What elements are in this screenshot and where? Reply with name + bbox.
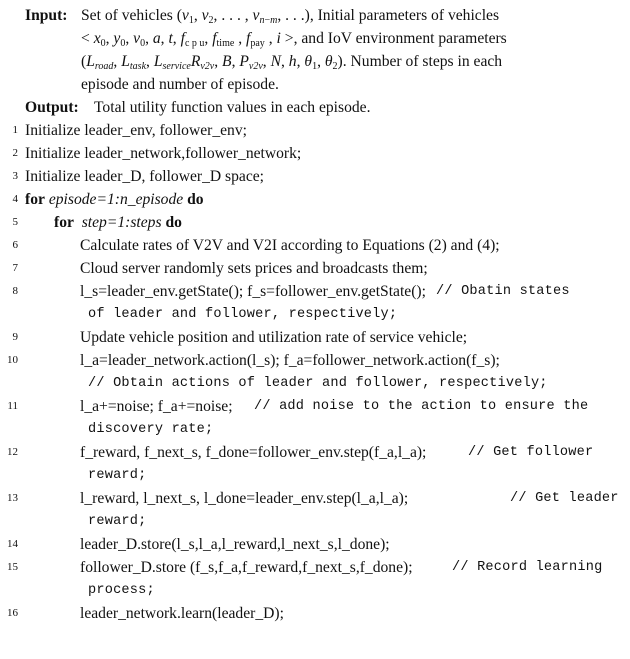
- line-number: 9: [12, 331, 18, 343]
- comment: // Obatin states: [436, 284, 570, 299]
- comment: // Get follower: [468, 445, 594, 460]
- comment-continuation: discovery rate;: [88, 422, 214, 437]
- statement: Initialize leader_D, follower_D space;: [25, 168, 265, 185]
- comment-continuation: reward;: [88, 514, 147, 529]
- output-label: Output:: [25, 99, 79, 116]
- statement: l_s=leader_env.getState(); f_s=follower_env.getState();: [80, 283, 426, 300]
- statement: Initialize leader_env, follower_env;: [25, 122, 247, 139]
- statement: leader_D.store(l_s,l_a,l_reward,l_next_s,l_done);: [80, 536, 390, 553]
- line-number: 16: [7, 607, 18, 619]
- comment-continuation: process;: [88, 583, 155, 598]
- statement: l_a=leader_network.action(l_s); f_a=follower_network.action(f_s);: [80, 352, 500, 369]
- line-number: 6: [12, 239, 18, 251]
- statement: Initialize leader_network,follower_network;: [25, 145, 302, 162]
- comment: // Record learning: [452, 560, 603, 575]
- statement: Update vehicle position and utilization rate of service vehicle;: [80, 329, 468, 346]
- statement: l_reward, l_next_s, l_done=leader_env.step(l_a,l_a);: [80, 490, 409, 507]
- line-number: 3: [12, 170, 18, 182]
- line-number: 2: [12, 147, 18, 159]
- input-text-1: Set of vehicles ($v_1$, $v_2$, . . . , $v_{n-m}$, . . .), Initial parameters of vehicles: [81, 7, 500, 26]
- line-number: 7: [12, 262, 18, 274]
- statement: l_a+=noise; f_a+=noise;: [80, 398, 233, 415]
- line-number: 15: [7, 561, 18, 573]
- comment: // add noise to the action to ensure the: [254, 399, 589, 414]
- line-number: 5: [12, 216, 18, 228]
- statement: follower_D.store (f_s,f_a,f_reward,f_next_s,f_done);: [80, 559, 413, 576]
- input-label: Input:: [25, 7, 68, 24]
- statement: Cloud server randomly sets prices and broadcasts them;: [80, 260, 428, 277]
- line-number: 13: [7, 492, 18, 504]
- statement: Calculate rates of V2V and V2I according to Equations (2) and (4);: [80, 237, 500, 254]
- comment: // Get leader: [510, 491, 619, 506]
- comment-continuation: // Obtain actions of leader and follower, respectively;: [88, 376, 548, 391]
- statement: leader_network.learn(leader_D);: [80, 605, 284, 622]
- line-number: 11: [7, 400, 18, 412]
- for-step-statement: for step=1:steps do: [54, 214, 182, 231]
- line-number: 4: [12, 193, 18, 205]
- input-text-2: < $x_0$, $y_0$, $v_0$, a, t, $f_{c p u}$, $f_{time}$ , $f_{pay}$ , i >, and IoV environment parameters: [81, 30, 507, 49]
- comment-continuation: reward;: [88, 468, 147, 483]
- output-text: Total utility function values in each episode.: [94, 99, 371, 116]
- input-text-3: ($L_{road}$, $L_{task}$, $L_{service}R_{v2v}$, B, $P_{v2v}$, N, h, $\theta_1$, $\theta_2$). Number of steps in each: [81, 53, 503, 72]
- line-number: 8: [12, 285, 18, 297]
- input-text-4: episode and number of episode.: [81, 76, 279, 93]
- comment-continuation: of leader and follower, respectively;: [88, 307, 398, 322]
- line-number: 10: [7, 354, 18, 366]
- statement: f_reward, f_next_s, f_done=follower_env.step(f_a,l_a);: [80, 444, 427, 461]
- line-number: 14: [7, 538, 18, 550]
- line-number: 1: [12, 124, 18, 136]
- line-number: 12: [7, 446, 18, 458]
- for-episode-statement: for episode=1:n_episode do: [25, 191, 204, 208]
